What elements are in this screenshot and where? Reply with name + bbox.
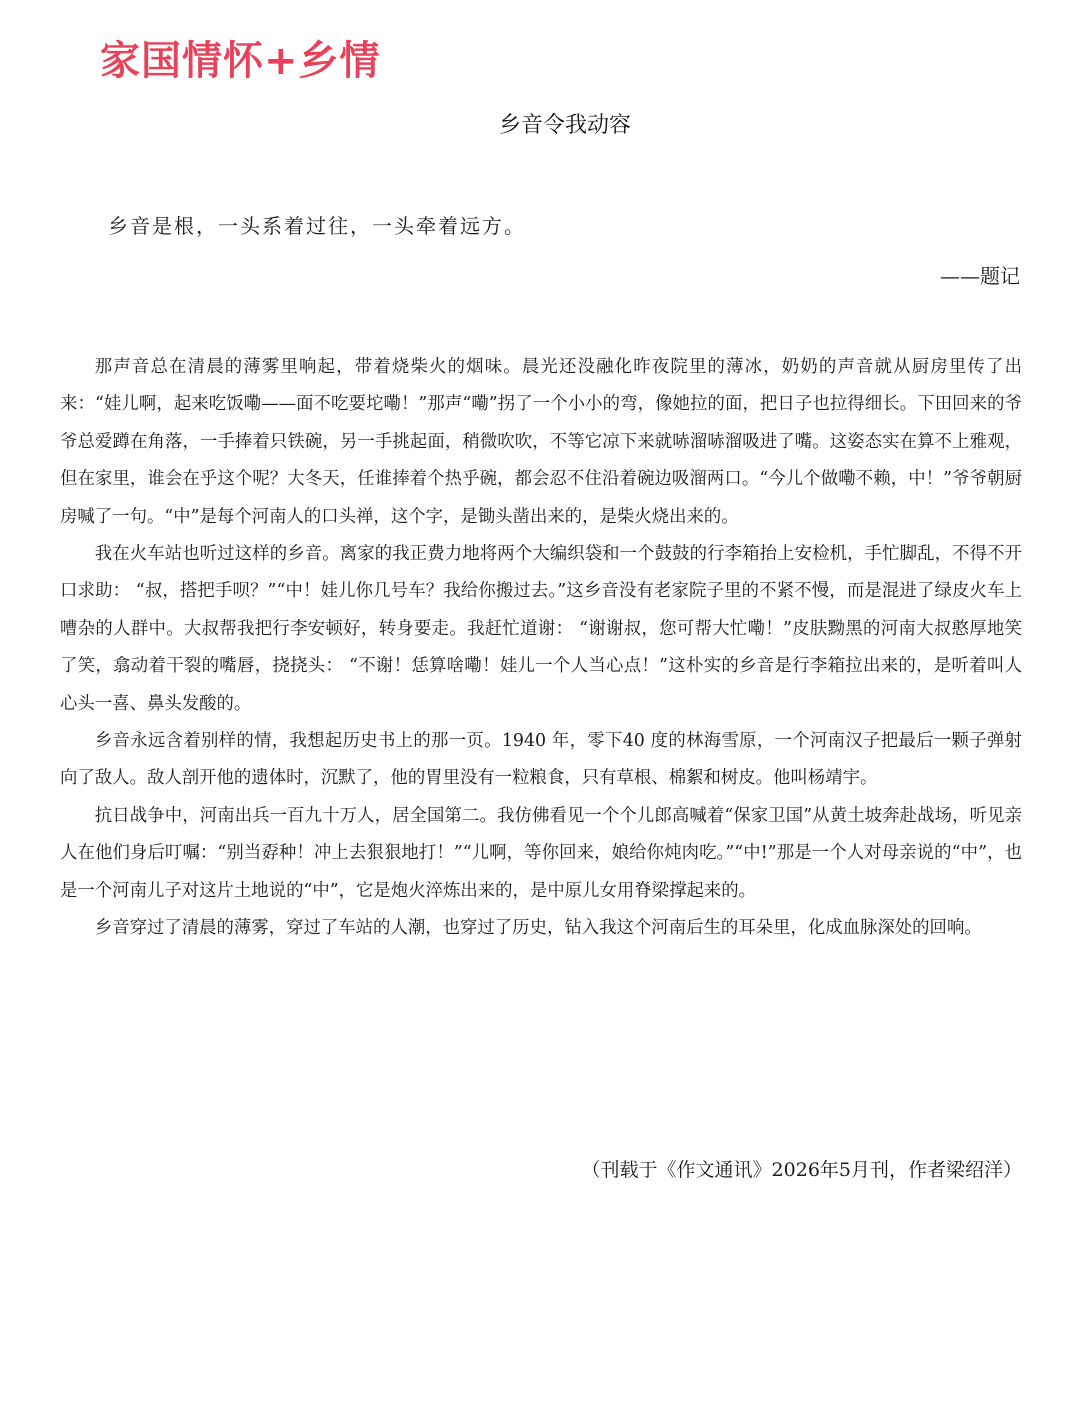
article-title: 乡音令我动容 [498,113,631,138]
section-tag: 家国情怀+乡情 [100,38,381,84]
paragraph: 乡音穿过了清晨的薄雾，穿过了车站的人潮，也穿过了历史，钻入我这个河南后生的耳朵里，化成血脉深处的回响。 [94,918,982,939]
article-body [60,349,1022,948]
publication-note: （刊载于《作文通讯》2026年5月刊，作者梁绍洋） [581,1159,1022,1181]
paragraph: 我在火车站也听过这样的乡音。离家的我正费力地将两个大编织袋和一个鼓鼓的行李箱抬上安检机，手忙脚乱，不得不开口求助： “叔，搭把手呗？”“中！娃儿你几号车？我给你搬过去。”这乡音没有老家院子里的不紧不慢，而是混进了绿皮火车上嘈杂的人群中。大叔帮我把行李安顿好，转身要走。我赶忙道谢： “谢谢叔，您可帮大忙嘞！”皮肤黝黑的河南大叔憨厚地笑了笑，翕动着干裂的嘴唇，挠挠头： “不谢！恁算啥嘞！娃儿一个人当心点！”这朴实的乡音是行李箱拉出来的，是听着叫人心头一喜、鼻头发酸的。 [60,544,1022,714]
epigraph: 乡音是根，一头系着过往，一头牵着远方。 [108,214,526,238]
paragraph: 抗日战争中，河南出兵一百九十万人，居全国第二。我仿佛看见一个个儿郎高喊着“保家卫国”从黄土坡奔赴战场，听见亲人在他们身后叮嘱：“别当孬种！冲上去狠狠地打！”“儿啊，等你回来，娘给你炖肉吃。”“中!”那是一个人对母亲说的“中”，也是一个河南儿子对这片土地说的“中”，它是炮火淬炼出来的，是中原儿女用脊梁撑起来的。 [60,805,1022,901]
paragraph: 那声音总在清晨的薄雾里响起，带着烧柴火的烟味。晨光还没融化昨夜院里的薄冰，奶奶的声音就从厨房里传了出来：“娃儿啊，起来吃饭嘞——面不吃要坨嘞！”那声“嘞”拐了一个小小的弯，像她拉的面，把日子也拉得细长。下田回来的爷爷总爱蹲在角落，一手捧着只铁碗，另一手挑起面，稍微吹吹，不等它凉下来就哧溜哧溜吸进了嘴。这姿态实在算不上雅观， 但在家里，谁会在乎这个呢？大冬天，任谁捧着个热乎碗，都会忍不住沿着碗边吸溜两口。“今儿个做嘞不赖，中！”爷爷朝厨房喊了一句。“中”是每个河南人的口头禅，这个字，是锄头凿出来的，是柴火烧出来的。 [60,357,1022,527]
epigraph-source: ——题记 [940,264,1020,288]
paragraph: 乡音永远含着别样的情，我想起历史书上的那一页。1940 年，零下40 度的林海雪原，一个河南汉子把最后一颗子弹射向了敌人。敌人剖开他的遗体时，沉默了，他的胃里没有一粒粮食，只有草根、棉絮和树皮。他叫杨靖宇。 [60,731,1022,789]
